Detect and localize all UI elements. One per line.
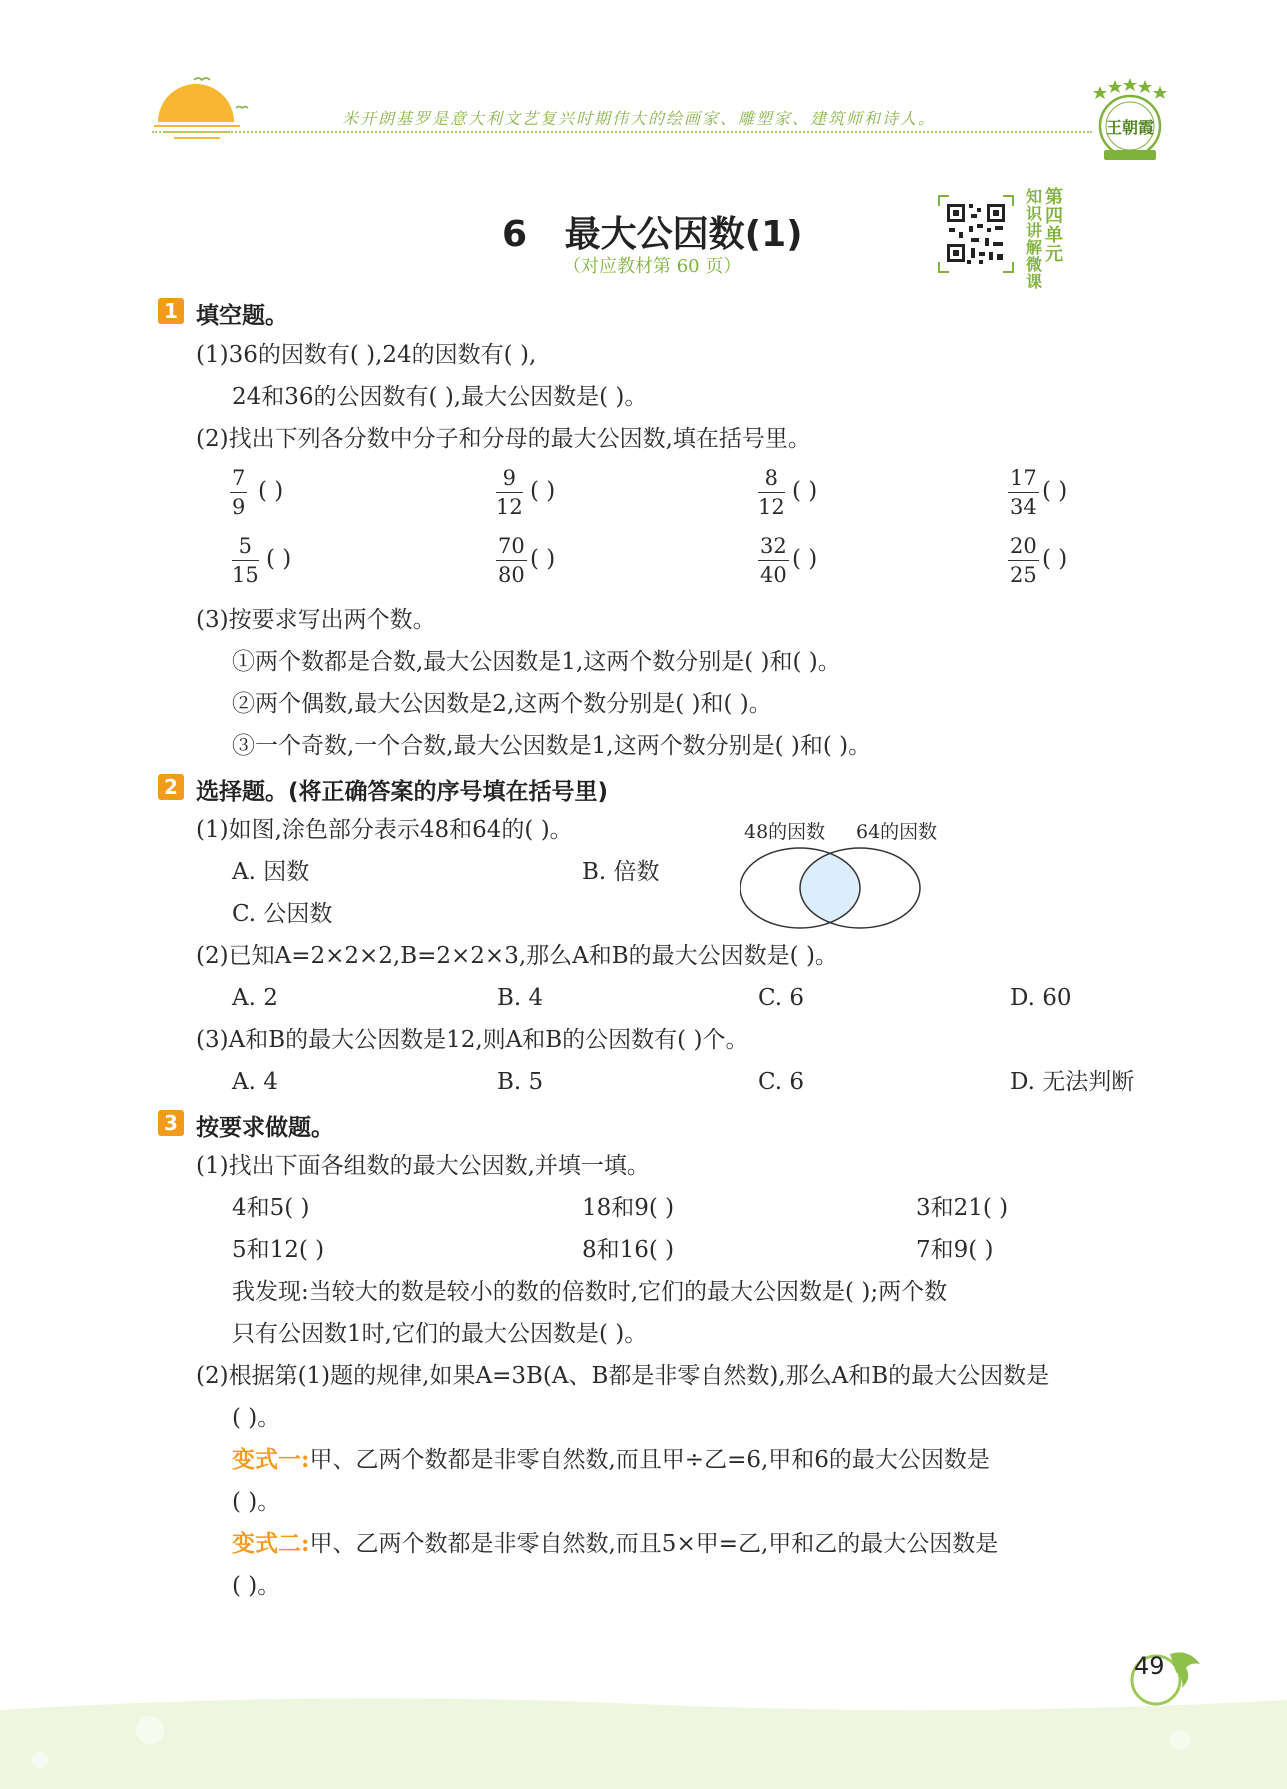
discover-text: 我发现:当较大的数是较小的数的倍数时,它们的最大公因数是( );两个数 — [232, 1279, 948, 1305]
question-text: (3)按要求写出两个数。 — [196, 607, 436, 633]
answer-blank[interactable]: ( ) — [1042, 478, 1068, 504]
variant-two: 变式二:甲、乙两个数都是非零自然数,而且5×甲=乙,甲和乙的最大公因数是 — [232, 1530, 999, 1557]
header-quote: 米开朗基罗是意大利文艺复兴时期伟大的绘画家、雕塑家、建筑师和诗人。 — [342, 109, 937, 128]
fraction: 20 25 ( ) — [1010, 534, 1068, 587]
lesson-title: 6 最大公因数(1) — [502, 214, 803, 255]
option-c: C. 公因数 — [232, 901, 333, 927]
answer-blank[interactable]: ( ) — [792, 546, 818, 572]
question-text: (1)如图,涂色部分表示48和64的( )。 — [196, 817, 573, 843]
pair-item: 3和21( ) — [916, 1195, 1009, 1221]
fraction: 7 9 ( ) — [232, 466, 284, 519]
venn-left-label: 48的因数 — [744, 821, 826, 843]
question-text: ②两个偶数,最大公因数是2,这两个数分别是( )和( )。 — [232, 691, 772, 717]
option-b: B. 4 — [497, 985, 544, 1011]
answer-blank: ( )。 — [232, 1405, 281, 1431]
discover-text: 只有公因数1时,它们的最大公因数是( )。 — [232, 1321, 648, 1347]
footer-band — [0, 1690, 1287, 1789]
variant-one: 变式一:甲、乙两个数都是非零自然数,而且甲÷乙=6,甲和6的最大公因数是 — [232, 1446, 990, 1473]
header-divider — [152, 131, 1092, 133]
unit-label: 第四单元 — [1045, 187, 1063, 265]
pair-item: 18和9( ) — [582, 1195, 675, 1221]
answer-blank: ( )。 — [232, 1573, 281, 1599]
question-text: ③一个奇数,一个合数,最大公因数是1,这两个数分别是( )和( )。 — [232, 733, 872, 759]
pair-item: 7和9( ) — [916, 1237, 994, 1263]
option-c: C. 6 — [758, 1069, 805, 1095]
answer-blank[interactable]: ( ) — [530, 478, 556, 504]
brand-badge — [1090, 76, 1170, 166]
qr-code-icon[interactable] — [937, 194, 1015, 274]
option-b: B. 5 — [497, 1069, 544, 1095]
page-number: 49 — [1134, 1652, 1165, 1680]
question-text: 24和36的公因数有( ),最大公因数是( )。 — [232, 384, 648, 410]
fraction: 8 12 ( ) — [758, 466, 818, 519]
option-b: B. 倍数 — [582, 859, 660, 885]
option-d: D. 60 — [1010, 985, 1072, 1011]
sunset-icon — [150, 60, 260, 150]
question-text: (2)找出下列各分数中分子和分母的最大公因数,填在括号里。 — [196, 426, 811, 452]
pair-item: 4和5( ) — [232, 1195, 310, 1221]
fraction: 5 15 ( ) — [232, 534, 292, 587]
section-title: 填空题。 — [196, 303, 288, 329]
lesson-subtitle: （对应教材第 60 页） — [563, 256, 742, 277]
fraction: 9 12 ( ) — [496, 466, 556, 519]
option-d: D. 无法判断 — [1010, 1069, 1135, 1095]
option-a: A. 因数 — [232, 859, 310, 885]
question-text: (2)已知A=2×2×2,B=2×2×3,那么A和B的最大公因数是( )。 — [196, 943, 838, 969]
section-title: 选择题。(将正确答案的序号填在括号里) — [196, 779, 609, 805]
fraction: 32 40 ( ) — [760, 534, 818, 587]
answer-blank[interactable]: ( ) — [792, 478, 818, 504]
qr-caption: 知识讲解微课 — [1025, 187, 1042, 291]
venn-diagram — [740, 820, 940, 930]
pair-item: 5和12( ) — [232, 1237, 325, 1263]
question-text: (1)找出下面各组数的最大公因数,并填一填。 — [196, 1153, 650, 1179]
question-text: (3)A和B的最大公因数是12,则A和B的公因数有( )个。 — [196, 1027, 749, 1053]
answer-blank: ( )。 — [232, 1489, 281, 1515]
question-text: (2)根据第(1)题的规律,如果A=3B(A、B都是非零自然数),那么A和B的最大公因数是 — [196, 1363, 1050, 1389]
answer-blank[interactable]: ( ) — [266, 546, 292, 572]
answer-blank[interactable]: ( ) — [1042, 546, 1068, 572]
section-number: 3 — [158, 1110, 184, 1136]
venn-right-label: 64的因数 — [856, 821, 938, 843]
answer-blank[interactable]: ( ) — [258, 478, 284, 504]
question-text: (1)36的因数有( ),24的因数有( ), — [196, 342, 537, 368]
answer-blank[interactable]: ( ) — [530, 546, 556, 572]
option-c: C. 6 — [758, 985, 805, 1011]
pair-item: 8和16( ) — [582, 1237, 675, 1263]
section-title: 按要求做题。 — [196, 1115, 334, 1141]
section-number: 2 — [158, 774, 184, 800]
question-text: ①两个数都是合数,最大公因数是1,这两个数分别是( )和( )。 — [232, 649, 841, 675]
svg-text:王朝霞: 王朝霞 — [1105, 118, 1155, 137]
option-a: A. 4 — [232, 1069, 278, 1095]
fraction: 70 80 ( ) — [498, 534, 556, 587]
option-a: A. 2 — [232, 985, 278, 1011]
fraction: 17 34 ( ) — [1010, 466, 1068, 519]
section-number: 1 — [158, 298, 184, 324]
